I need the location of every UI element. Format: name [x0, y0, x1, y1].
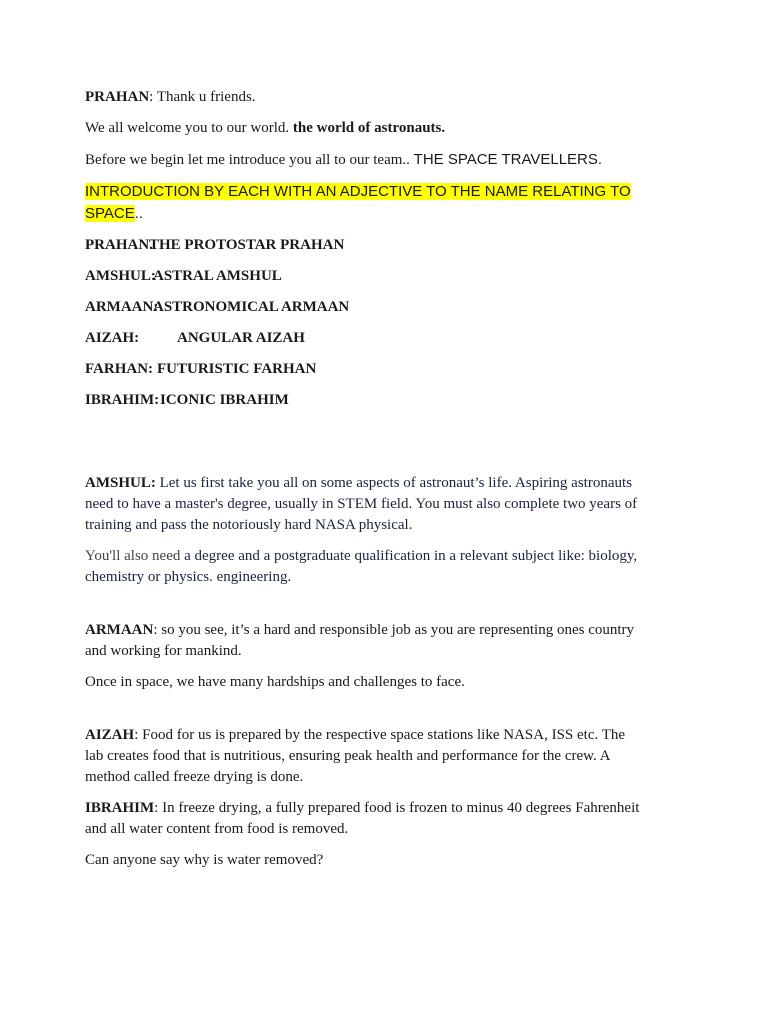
highlight-instruction: INTRODUCTION BY EACH WITH AN ADJECTIVE TO THE NAME RELATING TO SPACE.. [85, 183, 631, 222]
team-item-ibrahim: IBRAHIM:ICONIC IBRAHIM [85, 392, 289, 408]
team-item-armaan: ARMAAN:ASTRONOMICAL ARMAAN [85, 299, 350, 315]
document-page [85, 87, 645, 881]
armaan-paragraph: ARMAAN: so you see, it’s a hard and responsible job as you are representing ones country and working for mankind. [85, 622, 635, 659]
intro-line-2: We all welcome you to our world. the world of astronauts. [85, 120, 446, 136]
speaker-prahan: PRAHAN [85, 89, 150, 105]
intro-line-1: PRAHAN: Thank u friends. [85, 89, 256, 105]
highlighted-text: INTRODUCTION BY EACH WITH AN ADJECTIVE TO THE NAME RELATING TO SPACE [85, 183, 631, 222]
closing-question: Can anyone say why is water removed? [85, 852, 324, 868]
team-item-prahan: PRAHAN.THE PROTOSTAR PRAHAN [85, 237, 345, 253]
team-list [85, 235, 645, 411]
team-item-farhan: FARHAN: FUTURISTIC FARHAN [85, 361, 317, 377]
amshul-paragraph-2: You'll also need a degree and a postgraduate qualification in a relevant subject like: biology, chemistry or physics. engineering. [85, 548, 638, 585]
team-item-amshul: AMSHUL:ASTRAL AMSHUL [85, 268, 282, 284]
ibrahim-paragraph: IBRAHIM: In freeze drying, a fully prepared food is frozen to minus 40 degrees Fahrenheit and all water content from food is removed. [85, 800, 640, 837]
armaan-paragraph-2: Once in space, we have many hardships and challenges to face. [85, 674, 465, 690]
intro-line-3: Before we begin let me introduce you all to our team.. THE SPACE TRAVELLERS. [85, 151, 603, 168]
amshul-paragraph: AMSHUL: Let us first take you all on some aspects of astronaut’s life. Aspiring astronauts need to have a master's degree, usually in STEM field. You must also complete two years of training and pass the notoriously hard NASA physical. [85, 475, 638, 533]
team-item-aizah: AIZAH: ANGULAR AIZAH [85, 330, 305, 346]
aizah-paragraph: AIZAH: Food for us is prepared by the respective space stations like NASA, ISS etc. The lab creates food that is nutritious, ensuring peak health and performance for the crew. A method called freeze drying is done. [85, 727, 626, 785]
